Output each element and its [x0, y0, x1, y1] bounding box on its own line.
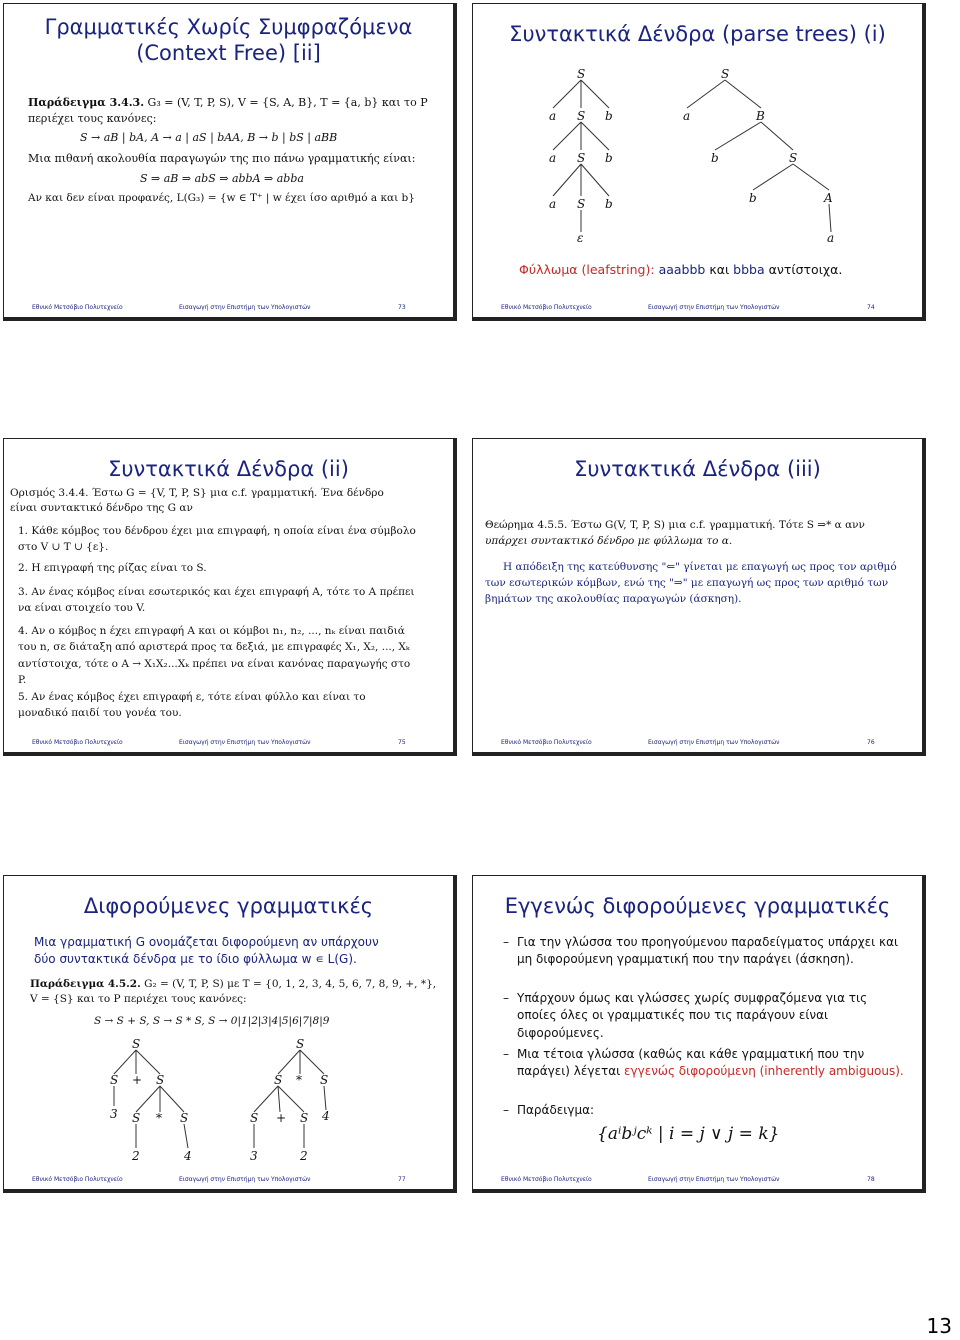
example-line-2: V = {S} και το P περιέχει τους κανόνες:	[30, 993, 247, 1005]
slide-76	[472, 438, 926, 756]
intro-line-2: δύο συντακτικά δένδρα με το ίδιο φύλλωμα w ∊ L(G).	[34, 952, 357, 966]
slide-title: Συντακτικά Δένδρα (parse trees) (i)	[509, 22, 886, 46]
slide-title: Διφορούμενες γραμματικές	[83, 894, 374, 918]
tree-node-S: S	[274, 1073, 283, 1087]
slide-74	[472, 3, 926, 321]
tree-node-S: S	[110, 1073, 119, 1087]
slide-75	[3, 438, 457, 756]
title-line-2: (Context Free) [ii]	[136, 41, 321, 66]
dash-icon: –	[503, 935, 509, 949]
example-heading: Παράδειγμα 4.5.2.	[30, 978, 141, 990]
bullet-text	[503, 1046, 908, 1081]
item-text: Κάθε κόμβος του δένδρου έχει μια επιγραφή, η οποία είναι ένα σύμβολο στο V ∪ T ∪ {ε}.	[18, 525, 416, 554]
slide-number: 77	[398, 1176, 406, 1183]
tree-node-S: S	[577, 197, 586, 211]
slide-number: 73	[398, 304, 406, 311]
slide-number: 76	[867, 739, 875, 746]
tree-node-S: S	[789, 151, 798, 165]
intro-line-1: Μια γραμματική G ονομάζεται διφορούμενη αν υπάρχουν	[34, 935, 379, 949]
tree-node-2: 2	[300, 1149, 308, 1163]
slide-77	[3, 875, 457, 1193]
tree-node-S: S	[577, 67, 586, 81]
item-number: 4.	[18, 625, 29, 637]
bullet-text: Υπάρχουν όμως και γλώσσες χωρίς συμφραζόμενα για τις οποίες όλες οι γραμματικές που τις παράγουν είναι διφορούμενες.	[517, 991, 868, 1040]
page-number: 13	[926, 1314, 952, 1338]
example-heading: Παράδειγμα 3.4.3.	[28, 96, 145, 109]
derivation: S ⇒ aB ⇒ abS ⇒ abbA ⇒ abba	[140, 172, 304, 185]
tree-node-a: a	[549, 151, 557, 165]
proof-line-2: των εσωτερικών κόμβων, ενώ της "⇒" με επαγωγή ως προς των αριθμό των	[485, 577, 889, 589]
footer-institution: Εθνικό Μετσόβιο Πολυτεχνείο	[32, 739, 123, 746]
tree-node-plus: +	[276, 1111, 287, 1125]
footer-institution: Εθνικό Μετσόβιο Πολυτεχνείο	[501, 1176, 592, 1183]
footer-institution: Εθνικό Μετσόβιο Πολυτεχνείο	[32, 1176, 123, 1183]
tree-node-b: b	[605, 109, 613, 123]
tree-node-B: B	[756, 109, 765, 123]
tree-node-S: S	[132, 1037, 141, 1051]
bullet-item	[503, 990, 908, 1042]
proof-line-1: Η απόδειξη της κατεύθυνσης "⇐" γίνεται με επαγωγή ως προς τον αριθμό	[503, 561, 897, 573]
tree-node-3: 3	[250, 1149, 258, 1163]
tree-node-S: S	[577, 151, 586, 165]
tree-node-b: b	[605, 197, 613, 211]
bullet-item	[503, 1102, 908, 1119]
footer-course: Εισαγωγή στην Επιστήμη των Υπολογιστών	[648, 304, 780, 311]
ambiguous-trees-figure	[4, 1036, 444, 1166]
item-text: Αν ο κόμβος n έχει επιγραφή A και οι κόμβοι n₁, n₂, ..., nₖ είναι παιδιά του n, σε διάταξη από αριστερά προς τα δεξιά, με επιγραφές X₁, X₂, ..., Xₖ αντίστοιχα, τότε ο A → X₁X₂...Xₖ πρέπει να είναι κανόνας παραγωγής στο P.	[18, 625, 411, 686]
definition-line-1: Ορισμός 3.4.4. Έστω G = {V, T, P, S} μια c.f. γραμματική. Ένα δένδρο	[10, 487, 384, 499]
footer-course: Εισαγωγή στην Επιστήμη των Υπολογιστών	[648, 1176, 780, 1183]
leafstring-caption	[519, 261, 842, 279]
tree-node-S: S	[296, 1037, 305, 1051]
tree-node-4: 4	[184, 1149, 192, 1163]
definition-item	[18, 689, 418, 722]
slide-73	[3, 3, 457, 321]
bullet-text-highlight: εγγενώς διφορούμενη (inherently ambiguous).	[624, 1064, 904, 1079]
tree-node-plus: +	[132, 1073, 143, 1087]
item-number: 2.	[18, 562, 29, 574]
tree-node-S: S	[320, 1073, 329, 1087]
slide-title: Συντακτικά Δένδρα (ii)	[108, 457, 349, 481]
slide-number: 74	[867, 304, 875, 311]
slide-title: Συντακτικά Δένδρα (iii)	[574, 457, 821, 481]
tree-node-a: a	[683, 109, 691, 123]
caption-and: και	[709, 262, 730, 277]
tree-node-a: a	[549, 197, 557, 211]
example-heading-line	[28, 96, 428, 109]
theorem-line-2: υπάρχει συντακτικό δένδρο με φύλλωμα το α.	[485, 535, 733, 547]
bullet-item	[503, 934, 908, 969]
footer-institution: Εθνικό Μετσόβιο Πολυτεχνείο	[501, 739, 592, 746]
example-line-1: G₃ = (V, T, P, S), V = {S, A, B}, T = {a, b} και το P	[147, 96, 428, 109]
slide-title	[4, 14, 453, 67]
slide-number: 78	[867, 1176, 875, 1183]
grammar-rules: S → aB | bA, A → a | aS | bAA, B → b | bS | aBB	[80, 131, 338, 144]
derivation-intro: Μια πιθανή ακολουθία παραγωγών της πιο πάνω γραμματικής είναι:	[28, 152, 416, 165]
slide-title: Εγγενώς διφορούμενες γραμματικές	[504, 894, 891, 918]
parse-trees-figure	[473, 56, 913, 246]
tree-node-a: a	[549, 109, 557, 123]
definition-item	[18, 560, 418, 576]
dash-icon: –	[503, 1103, 509, 1117]
tree-node-S: S	[721, 67, 730, 81]
caption-word-1: aaabbb	[658, 262, 706, 277]
definition-item	[18, 584, 418, 617]
tree-node-S: S	[250, 1111, 259, 1125]
language-statement: Αν και δεν είναι προφανές, L(G₃) = {w ∈ T⁺ | w έχει ίσο αριθμό a και b}	[28, 192, 415, 204]
tree-node-4: 4	[322, 1109, 330, 1123]
caption-prefix: Φύλλωμα (leafstring):	[519, 262, 655, 277]
tree-node-A: A	[824, 191, 833, 205]
caption-word-2: bbba	[733, 262, 765, 277]
tree-node-S: S	[180, 1111, 189, 1125]
item-number: 1.	[18, 525, 29, 537]
theorem-line-1: Θεώρημα 4.5.5. Έστω G(V, T, P, S) μια c.f. γραμματική. Τότε S ⇒* α ανν	[485, 519, 865, 531]
footer-institution: Εθνικό Μετσόβιο Πολυτεχνείο	[32, 304, 123, 311]
tree-node-S: S	[577, 109, 586, 123]
footer-course: Εισαγωγή στην Επιστήμη των Υπολογιστών	[179, 1176, 311, 1183]
tree-node-epsilon: ε	[577, 231, 584, 245]
tree-node-b: b	[711, 151, 719, 165]
item-number: 3.	[18, 586, 29, 598]
tree-node-S: S	[156, 1073, 165, 1087]
definition-line-2: είναι συντακτικό δένδρο της G αν	[10, 502, 193, 514]
footer-course: Εισαγωγή στην Επιστήμη των Υπολογιστών	[648, 739, 780, 746]
tree-node-b: b	[749, 191, 757, 205]
bullet-text: Για την γλώσσα του προηγούμενου παραδείγματος υπάρχει και μη διφορούμενη γραμματική που την παράγει (άσκηση).	[517, 935, 899, 967]
footer-course: Εισαγωγή στην Επιστήμη των Υπολογιστών	[179, 739, 311, 746]
tree-node-3: 3	[110, 1107, 118, 1121]
slide-78	[472, 875, 926, 1193]
example-heading-line	[30, 978, 436, 990]
definition-item	[18, 623, 418, 688]
language-formula: {aⁱbʲcᵏ | i = j ∨ j = k}	[597, 1124, 780, 1144]
grammar-rules: S → S + S, S → S * S, S → 0|1|2|3|4|5|6|7|8|9	[94, 1015, 330, 1027]
item-text: Αν ένας κόμβος είναι εσωτερικός και έχει επιγραφή A, τότε το A πρέπει να είναι στοιχείο του V.	[18, 586, 415, 615]
tree-node-star: *	[296, 1073, 302, 1087]
dash-icon: –	[503, 1047, 509, 1061]
tree-node-2: 2	[132, 1149, 140, 1163]
title-line-1: Γραμματικές Χωρίς Συμφραζόμενα	[44, 15, 413, 39]
footer-course: Εισαγωγή στην Επιστήμη των Υπολογιστών	[179, 304, 311, 311]
caption-suffix: αντίστοιχα.	[768, 262, 843, 277]
example-line-1: G₂ = (V, T, P, S) με T = {0, 1, 2, 3, 4, 5, 6, 7, 8, 9, +, *},	[144, 978, 437, 990]
tree-node-S: S	[300, 1111, 309, 1125]
item-text: Αν ένας κόμβος έχει επιγραφή ε, τότε είναι φύλλο και είναι το μοναδικό παιδί του γονέα του.	[18, 691, 366, 720]
bullet-text-prefix: Μια τέτοια γλώσσα (καθώς και κάθε γραμματική που την παράγει) λέγεται	[517, 1047, 865, 1079]
proof-line-3: βημάτων της ακολουθίας παραγωγών (άσκηση).	[485, 593, 742, 605]
dash-icon: –	[503, 991, 509, 1005]
tree-node-star: *	[156, 1111, 162, 1125]
definition-item	[18, 523, 418, 556]
slide-number: 75	[398, 739, 406, 746]
footer-institution: Εθνικό Μετσόβιο Πολυτεχνείο	[501, 304, 592, 311]
bullet-text: Παράδειγμα:	[517, 1103, 595, 1117]
item-number: 5.	[18, 691, 29, 703]
tree-node-a: a	[827, 231, 835, 245]
item-text: Η επιγραφή της ρίζας είναι το S.	[31, 562, 207, 574]
example-line-2: περιέχει τους κανόνες:	[28, 112, 157, 125]
bullet-item	[503, 1046, 908, 1081]
tree-node-S: S	[132, 1111, 141, 1125]
tree-node-b: b	[605, 151, 613, 165]
